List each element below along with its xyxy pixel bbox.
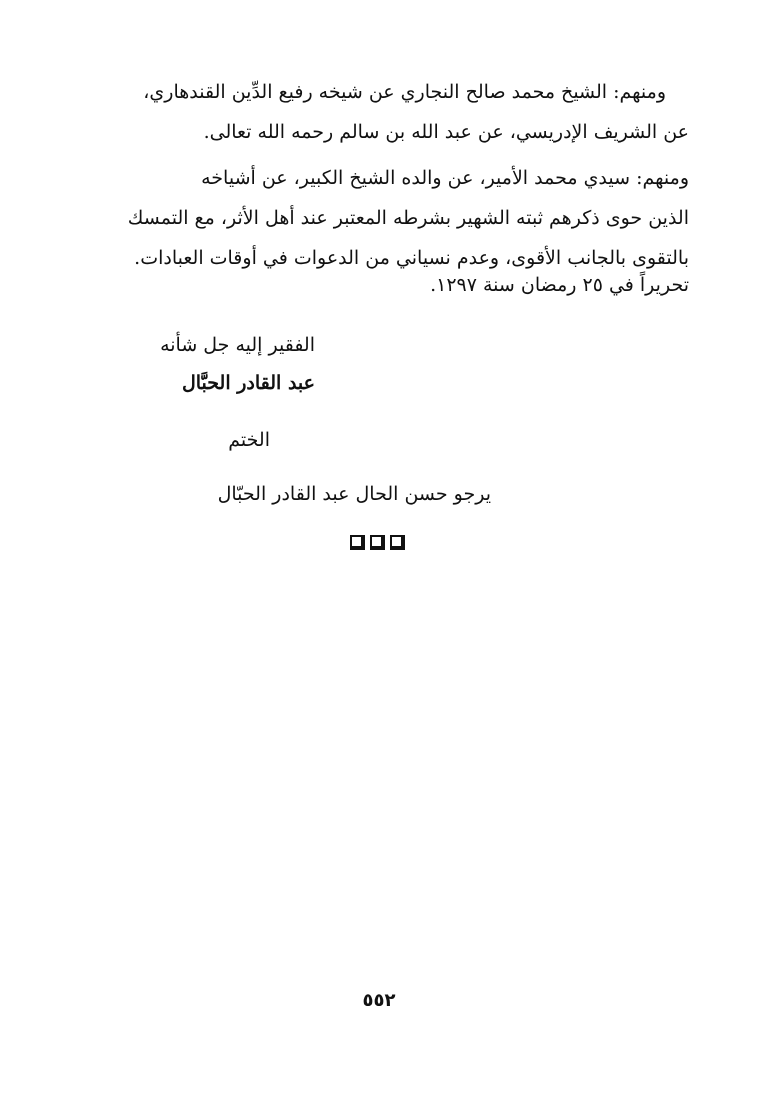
paragraph-2-line-2: الذين حوى ذكرهم ثبته الشهير بشرطه المعتبر عند أهل الأثر، مع التمسك (127, 207, 689, 229)
paragraph-2-line-4: تحريراً في ٢٥ رمضان سنة ١٢٩٧. (430, 274, 689, 296)
paragraph-2-line-3: بالتقوى بالجانب الأقوى، وعدم نسياني من الدعوات في أوقات العبادات. (134, 247, 689, 269)
signature-line: الفقير إليه جل شأنه (160, 334, 315, 356)
signature-name: عبد القادر الحبَّال (181, 372, 315, 394)
section-end-ornament (350, 534, 426, 554)
seal-label: الختم (228, 429, 270, 451)
page-number: ٥٥٢ (362, 990, 396, 1011)
seal-text: يرجو حسن الحال عبد القادر الحبّال (217, 483, 491, 505)
ornament-box-icon (350, 535, 365, 550)
paragraph-1-line-1: ومنهم: الشيخ محمد صالح النجاري عن شيخه رفيع الدِّين القندهاري، (143, 81, 666, 103)
paragraph-1-line-2: عن الشريف الإدريسي، عن عبد الله بن سالم رحمه الله تعالى. (203, 121, 689, 143)
paragraph-2-line-1: ومنهم: سيدي محمد الأمير، عن والده الشيخ الكبير، عن أشياخه (201, 167, 689, 189)
ornament-box-icon (370, 535, 385, 550)
ornament-box-icon (390, 535, 405, 550)
